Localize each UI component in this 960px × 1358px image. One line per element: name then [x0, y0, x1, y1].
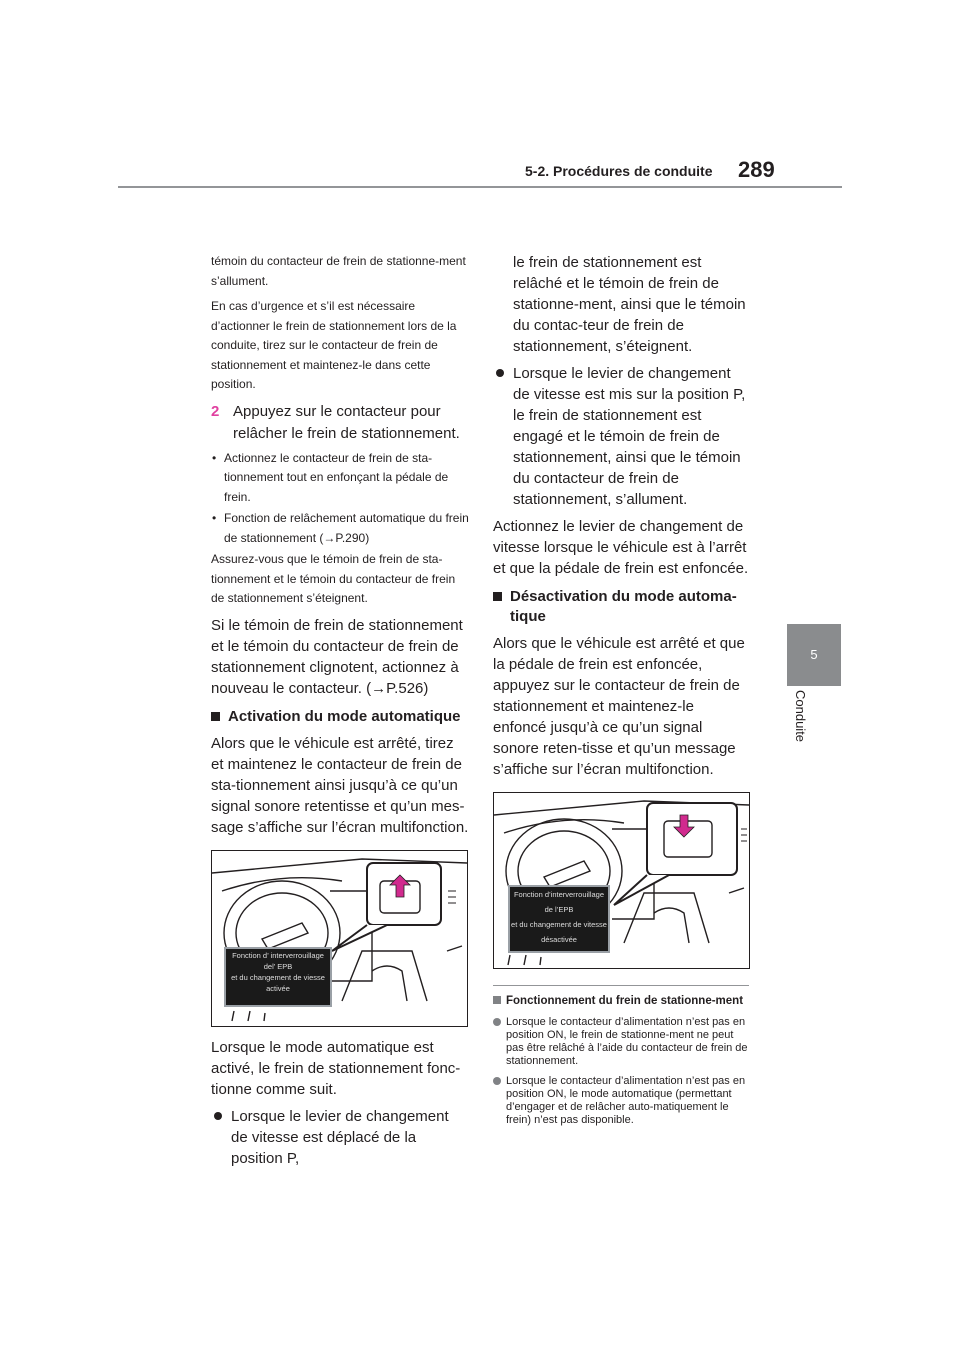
message-line: désactivée	[541, 935, 577, 944]
dot-text: Lorsque le levier de changement de vitesse est déplacé de la position P,	[231, 1107, 449, 1167]
step-text: Appuyez sur le contacteur pour relâcher le frein de stationnement.	[233, 402, 460, 442]
page-number: 289	[738, 157, 775, 182]
message-line: de l’EPB	[544, 905, 574, 914]
paragraph: Si le témoin de frein de stationnement et le témoin du contacteur de frein de stationnement clignotent, actionnez à nouveau le contacteur. (→P.526)	[211, 616, 463, 697]
step-number: 2	[211, 402, 220, 420]
message-line: del’ EPB	[263, 961, 293, 971]
paragraph: En cas d’urgence et s’il est nécessaire d’actionner le frein de stationnement lors de la conduite, tirez sur le contacteur de frein de stationnement et maintenez-le dans cette position.	[211, 299, 457, 391]
note-heading	[493, 994, 751, 1008]
illustration-activation	[211, 850, 468, 1027]
paragraph: Lorsque le mode automatique est activé, le frein de stationnement fonc-tionne comme suit.	[211, 1038, 461, 1098]
note-divider	[493, 985, 749, 986]
paragraph: Alors que le véhicule est arrêté et que la pédale de frein est enfoncée, appuyez sur le contacteur de frein de stationnement et maintenez-le enfoncé jusqu’à ce qu’un signal sonore reten-tisse et qu’un message s’affiche sur l’écran multifonction.	[493, 635, 745, 778]
chapter-tab: 5	[787, 624, 841, 686]
subheading-text: Activation du mode automatique	[228, 707, 461, 725]
subheading-text: Désactivation du mode automa-tique	[510, 588, 737, 625]
note-item	[493, 1075, 751, 1127]
dot-item	[493, 363, 751, 510]
chapter-label	[793, 690, 836, 770]
paragraph: le frein de stationnement est relâché et le témoin de frein de stationne-ment, ainsi que le témoin du contac-teur de frein de stationnement, s’éteignent.	[513, 254, 746, 355]
bullet-text: Actionnez le contacteur de frein de sta-tionnement tout en enfonçant la pédale de frein.	[224, 450, 449, 504]
subheading	[211, 707, 469, 727]
message-line: activée	[266, 983, 290, 993]
multi-info-display-message	[224, 947, 332, 1007]
subheading	[493, 587, 751, 627]
message-line: Fonction d’interverrouillage	[513, 890, 605, 899]
step-2	[211, 401, 469, 445]
right-column	[493, 252, 751, 1134]
paragraph: Alors que le véhicule est arrêté, tirez et maintenez le contacteur de frein de sta-tionnement ainsi jusqu’à ce qu’un signal sonore retentisse et qu’un mes-sage s’affiche sur l’écran multifonction.	[211, 734, 469, 836]
bullet-item: • Fonction de relâchement automatique du frein de stationnement (→P.290)	[212, 511, 469, 545]
dot-text: Lorsque le levier de changement de vitesse est mis sur la position P, le frein de stationnement est engagé et le témoin de frein de stationnement, ainsi que le témoin du contacteur de frein de stationnement, s’allument.	[513, 365, 746, 508]
note-text: Lorsque le contacteur d’alimentation n’est pas en position ON, le frein de stationne-ment ne peut pas être relâché à l’aide du contacteur de frein de stationnement.	[506, 1016, 748, 1067]
illustration-deactivation	[493, 792, 750, 969]
message-line: et du changement de viesse	[231, 972, 325, 982]
chapter-label-text: Conduite	[793, 690, 808, 743]
multi-info-display-message	[508, 885, 610, 953]
paragraph: Actionnez le levier de changement de vitesse lorsque le véhicule est à l’arrêt et que la pédale de frein est enfoncée.	[493, 518, 749, 577]
bullet-item: • Actionnez le contacteur de frein de sta-tionnement tout en enfonçant la pédale de frein.	[212, 450, 449, 504]
note-item	[493, 1016, 751, 1068]
section-title: 5-2. Procédures de conduite	[525, 163, 713, 179]
bullet-text: Fonction de relâchement automatique du frein de stationnement (→P.290)	[224, 511, 469, 545]
header-rule	[118, 186, 842, 188]
message-line: et du changement de vitesse	[511, 920, 607, 929]
note-heading-text: Fonctionnement du frein de stationne-ment	[506, 995, 744, 1007]
dot-item	[211, 1106, 469, 1169]
message-line: Fonction d’ interverrouillage	[232, 950, 324, 960]
paragraph: Assurez-vous que le témoin de frein de sta-tionnement et le témoin du contacteur de frein de stationnement s’éteignent.	[211, 552, 456, 605]
paragraph: témoin du contacteur de frein de stationne-ment s’allument.	[211, 254, 466, 288]
left-column	[211, 252, 469, 1175]
note-text: Lorsque le contacteur d’alimentation n’est pas en position ON, le mode automatique (permettant d’engager et de relâcher auto-matiquement le frein) n’est pas disponible.	[506, 1075, 746, 1126]
